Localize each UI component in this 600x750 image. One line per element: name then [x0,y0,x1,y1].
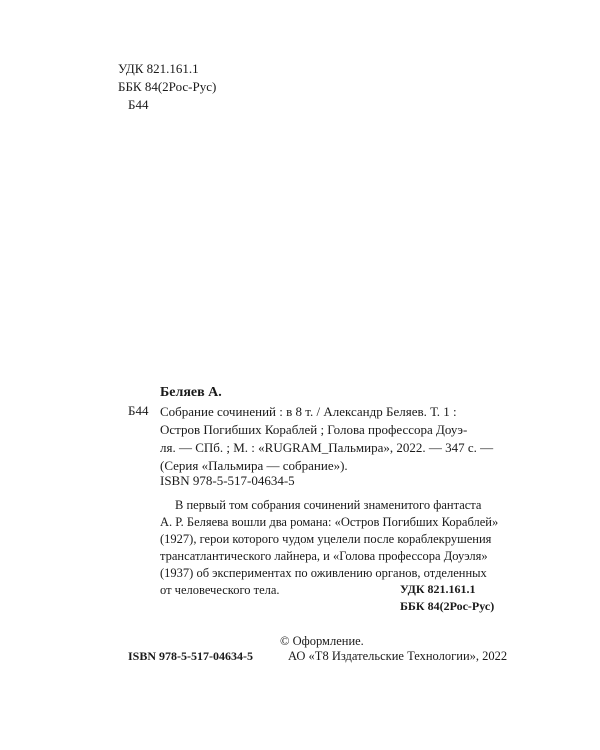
bbk-code: ББК 84(2Рос-Рус) [118,79,217,94]
description-line: Собрание сочинений : в 8 т. / Александр Беляев. Т. 1 : [160,404,457,419]
udk-code: УДК 821.161.1 [400,582,476,596]
description-line: ля. — СПб. ; М. : «RUGRAM_Пальмира», 2022. — 347 с. — [160,440,494,455]
record-author: Беляев А. [160,385,222,400]
footer-isbn: ISBN 978-5-517-04634-5 [128,649,253,663]
record-cipher: Б44 [128,403,149,418]
design-copyright: © Оформление. [280,634,364,648]
bibliographic-description [160,403,500,475]
annotation-line: трансатлантического лайнера, и «Голова профессора Доуэля» [160,549,488,563]
publisher-copyright: АО «Т8 Издательские Технологии», 2022 [288,649,508,663]
annotation-line: (1937) об экспериментах по оживлению органов, отделенных [160,566,487,580]
annotation-line: А. Р. Беляева вошли два романа: «Остров Погибших Кораблей» [160,515,499,529]
bbk-code: ББК 84(2Рос-Рус) [400,599,495,613]
description-line: Остров Погибших Кораблей ; Голова профессора Доуэ- [160,422,468,437]
annotation-line: от человеческого тела. [160,583,280,597]
record-isbn: ISBN 978-5-517-04634-5 [160,473,295,488]
classification-codes-bottom [400,581,494,615]
annotation-line: В первый том собрания сочинений знаменитого фантаста [175,498,482,512]
classification-codes-top [118,60,216,114]
annotation-line: (1927), герои которого чудом уцелели после кораблекрушения [160,532,492,546]
author-cipher: Б44 [128,97,149,112]
description-line: (Серия «Пальмира — собрание»). [160,458,348,473]
udk-code: УДК 821.161.1 [118,61,199,76]
